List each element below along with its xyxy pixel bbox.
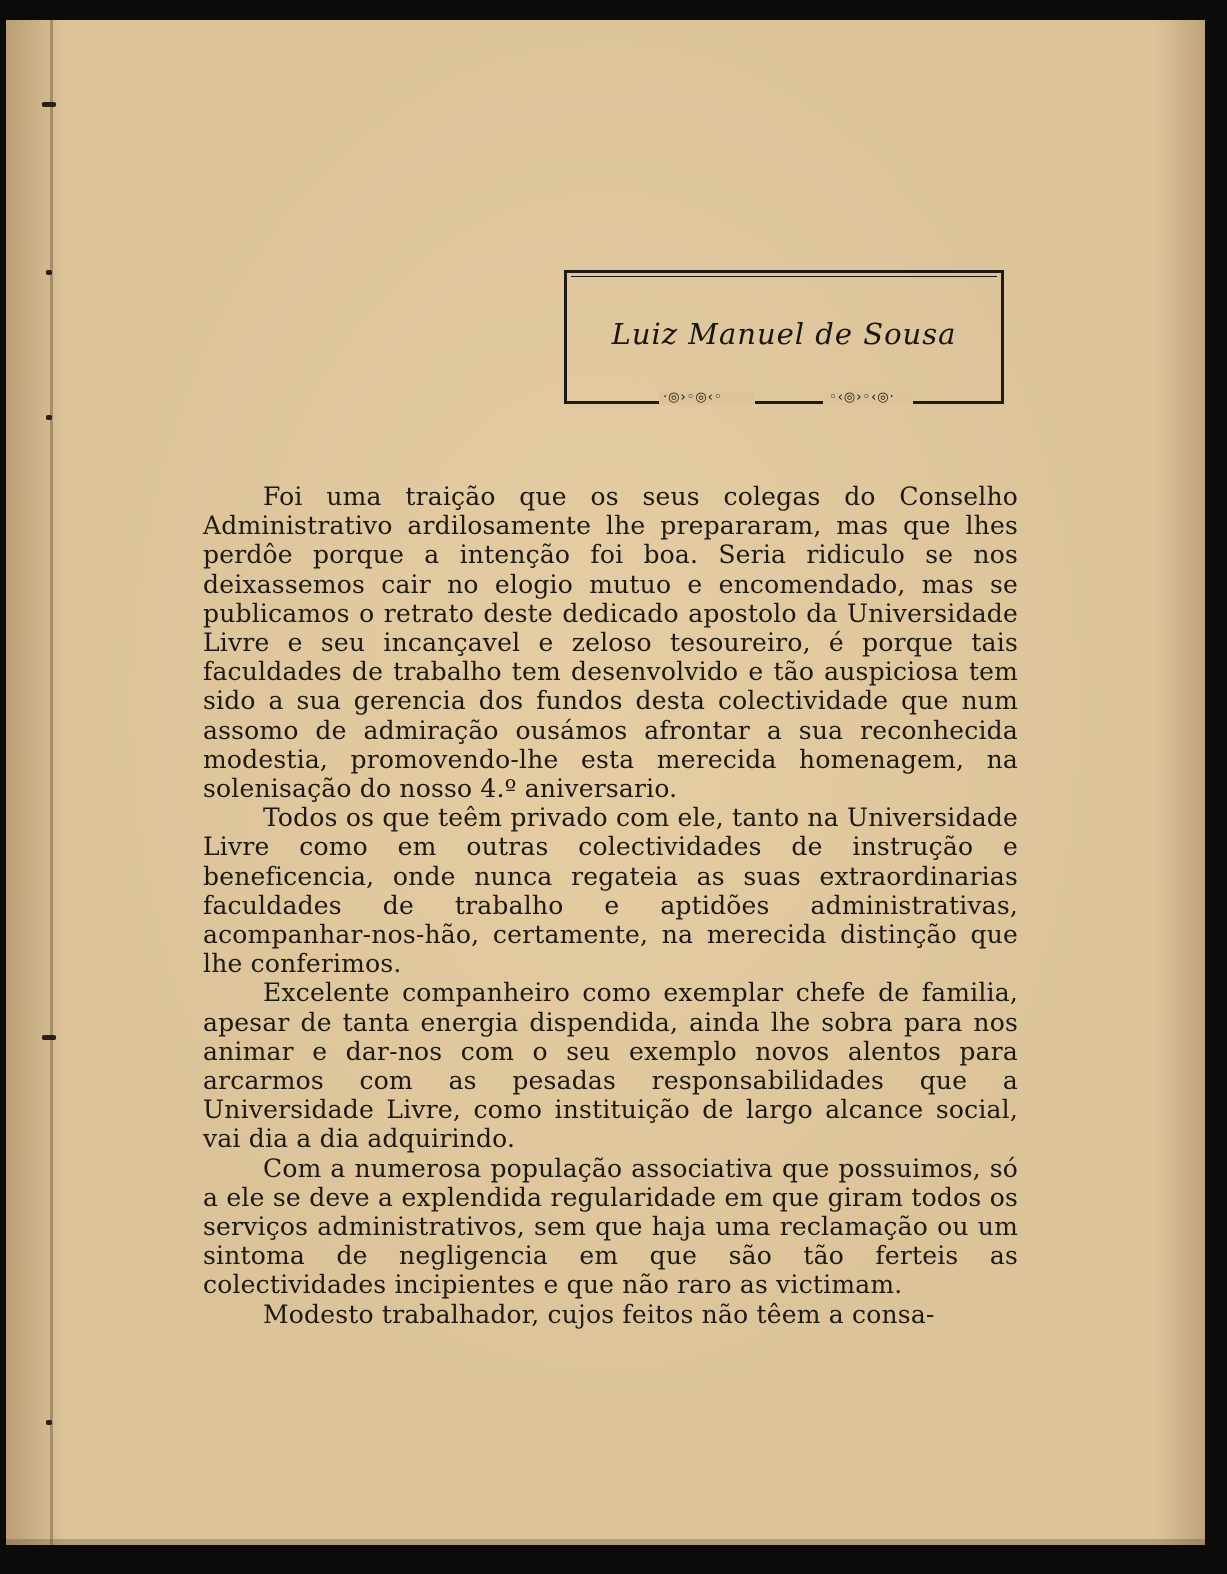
binding-stitch — [46, 415, 52, 420]
paragraph: Excelente companheiro como exemplar chefe de familia, apesar de tanta energia dispendida, ainda lhe sobra para nos animar e dar-nos com o seu exemplo novos alentos para arcarmos com as pesadas responsabilidades que a Universidade Livre, como instituição de largo alcance social, vai dia a dia adquirindo. — [203, 978, 1018, 1154]
ornament-right: ◦‹◎›◦‹◎· — [829, 390, 895, 405]
binding-stitch — [46, 270, 52, 275]
paragraph: Com a numerosa população associativa que possuimos, só a ele se deve a explendida regularidade em que giram todos os serviços administrativos, sem que haja uma reclamação ou um sintoma de negligencia em que são tão ferteis as colectividades incipientes e que não raro as victimam. — [203, 1153, 1018, 1300]
page-bottom-edge — [6, 1539, 1205, 1545]
binding-stitch — [46, 1420, 52, 1425]
page-binding-edge — [50, 20, 53, 1545]
binding-stitch — [42, 1035, 56, 1040]
book-page — [6, 20, 1205, 1545]
name-heading-frame — [564, 270, 1004, 404]
paragraph: Todos os que teêm privado com ele, tanto na Universidade Livre como em outras colectividades de instrução e beneficencia, onde nunca regateia as suas extraordinarias faculdades de trabalho e aptidões administrativas, acompanhar-nos-hão, certamente, na merecida distinção que lhe conferimos. — [203, 803, 1018, 979]
ornament-left: ·◎›◦◎‹◦ — [663, 390, 723, 405]
article-body — [203, 482, 1018, 1329]
paragraph: Modesto trabalhador, cujos feitos não têem a consa- — [263, 1299, 935, 1329]
paragraph: Foi uma traição que os seus colegas do Conselho Administrativo ardilosamente lhe prepararam, mas que lhes perdôe porque a intenção foi boa. Seria ridiculo se nos deixassemos cair no elogio mutuo e encomendado, mas se publicamos o retrato deste dedicado apostolo da Universidade Livre e seu incançavel e zeloso tesoureiro, é porque tais faculdades de trabalho tem desenvolvido e tão auspiciosa tem sido a sua gerencia dos fundos desta colectividade que num assomo de admiração ousámos afrontar a sua reconhecida modestia, promovendo-lhe esta merecida homenagem, na solenisação do nosso 4.º aniversario. — [203, 482, 1018, 804]
binding-stitch — [42, 102, 56, 107]
heading-name: Luiz Manuel de Sousa — [611, 317, 957, 351]
